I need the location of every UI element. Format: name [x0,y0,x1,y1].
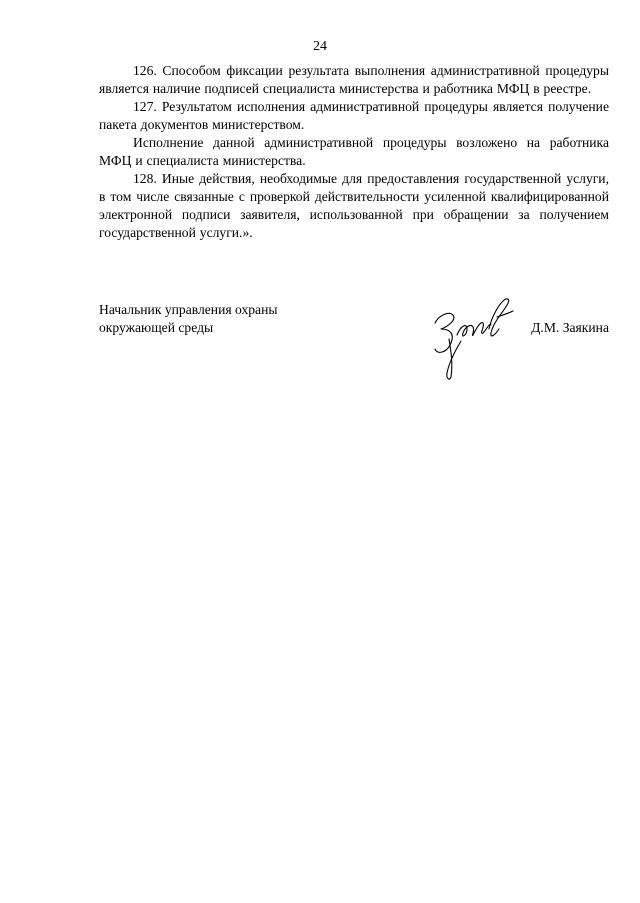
handwritten-signature-icon [427,293,517,383]
page-number: 24 [313,39,327,54]
signer-name: Д.М. Заякина [531,320,609,335]
paragraph-126: 126. Способом фиксации результата выполнения административной процедуры является наличие подписей специалиста министерства и работника МФЦ в реестре. [99,63,609,96]
document-body [99,62,609,242]
signature-block [99,301,609,391]
paragraph-128: 128. Иные действия, необходимые для предоставления государственной услуги, в том числе связанные с проверкой действительности усиленной квалифицированной электронной подписи заявителя, использованной при обращении за получением государственной услуги.». [99,171,609,240]
paragraph-127: 127. Результатом исполнения административной процедуры является получение пакета документов министерством. [99,99,609,132]
signer-position-line-1: Начальник управления охраны [99,302,278,317]
signer-position [99,301,339,337]
signer-position-line-2: окружающей среды [99,320,214,335]
paragraph-execution: Исполнение данной административной процедуры возложено на работника МФЦ и специалиста министерства. [99,135,609,168]
